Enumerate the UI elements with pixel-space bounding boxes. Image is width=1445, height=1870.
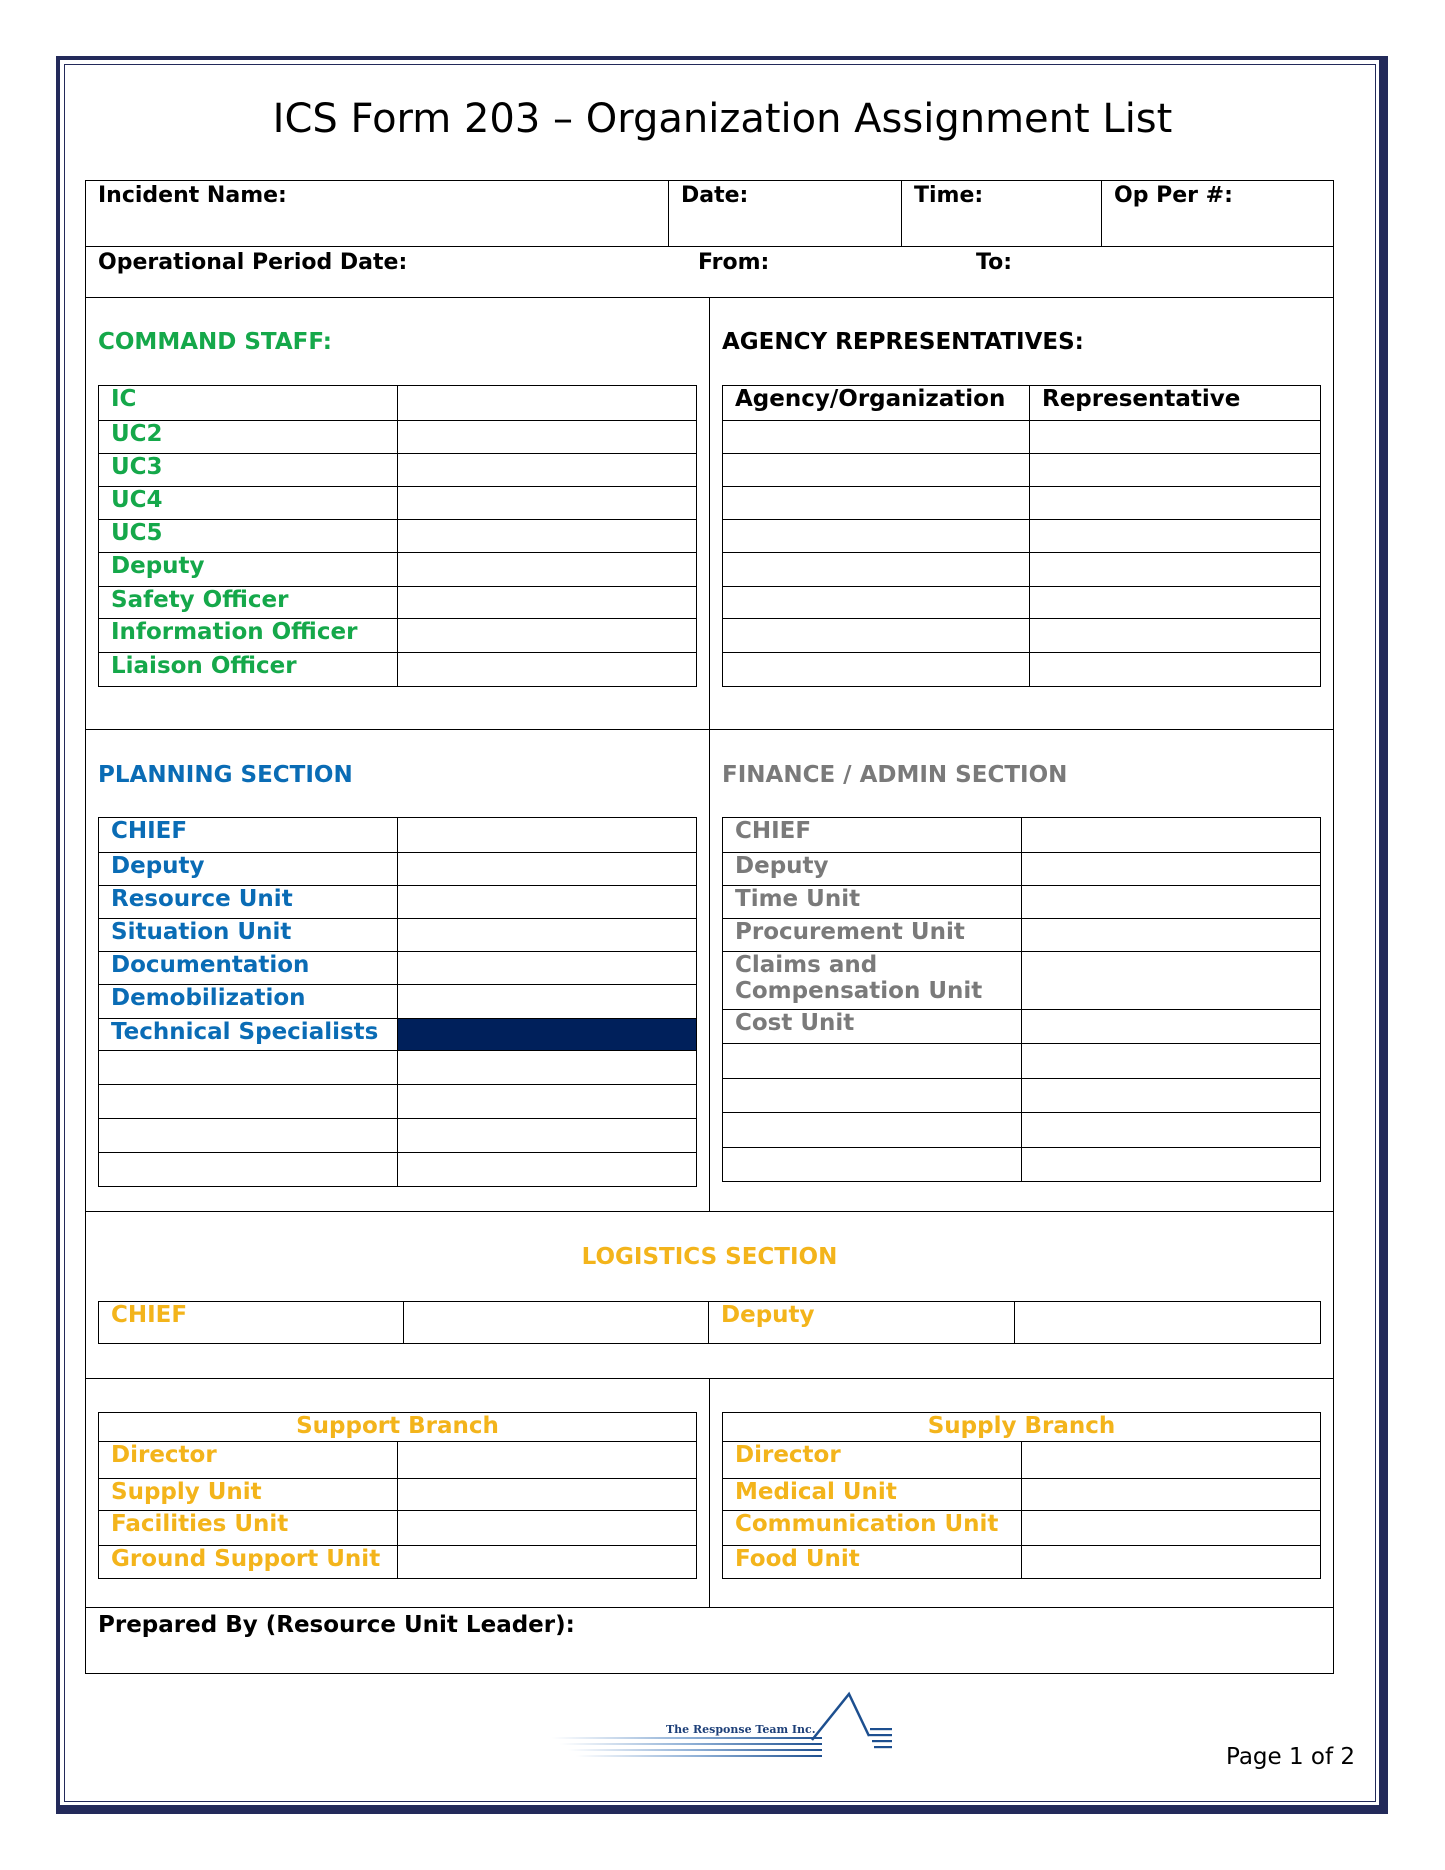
command-assignee-cell[interactable] xyxy=(398,619,697,653)
logistics-chief-label: CHIEF xyxy=(99,1302,404,1344)
representative-cell[interactable] xyxy=(1030,587,1321,619)
command-assignee-cell[interactable] xyxy=(398,553,697,587)
support-row-facilities: Facilities Unit xyxy=(99,1511,398,1546)
agency-reps-table xyxy=(722,385,1321,687)
representative-cell[interactable] xyxy=(1030,520,1321,553)
finance-assignee-cell[interactable] xyxy=(1022,1148,1321,1182)
support-assignee-cell[interactable] xyxy=(398,1479,697,1511)
command-row-safety: Safety Officer xyxy=(99,587,398,619)
supply-assignee-cell[interactable] xyxy=(1022,1442,1321,1479)
technical-specialists-shaded-cell xyxy=(398,1019,697,1051)
finance-heading: FINANCE / ADMIN SECTION xyxy=(722,762,1068,788)
support-assignee-cell[interactable] xyxy=(398,1546,697,1579)
command-staff-heading: COMMAND STAFF: xyxy=(98,329,332,355)
representative-cell[interactable] xyxy=(1030,487,1321,520)
finance-blank-cell[interactable] xyxy=(723,1044,1022,1079)
agency-cell[interactable] xyxy=(723,587,1030,619)
planning-table xyxy=(98,817,697,1187)
prepared-by-field[interactable]: Prepared By (Resource Unit Leader): xyxy=(98,1612,575,1638)
agency-reps-heading: AGENCY REPRESENTATIVES: xyxy=(722,329,1084,355)
command-staff-table xyxy=(98,385,697,687)
planning-assignee-cell[interactable] xyxy=(398,952,697,985)
support-row-director: Director xyxy=(99,1442,398,1479)
claims-line-1: Claims and xyxy=(735,952,878,978)
logistics-table xyxy=(98,1301,1321,1344)
command-assignee-cell[interactable] xyxy=(398,587,697,619)
supply-row-director: Director xyxy=(723,1442,1022,1479)
supply-branch-table xyxy=(722,1412,1321,1579)
divider xyxy=(1101,180,1102,246)
representative-cell[interactable] xyxy=(1030,421,1321,454)
logistics-deputy-cell[interactable] xyxy=(1015,1302,1321,1344)
divider xyxy=(85,246,1334,247)
finance-blank-cell[interactable] xyxy=(723,1079,1022,1113)
agency-cell[interactable] xyxy=(723,653,1030,687)
representative-cell[interactable] xyxy=(1030,454,1321,487)
supply-row-communication: Communication Unit xyxy=(723,1511,1022,1546)
representative-cell[interactable] xyxy=(1030,553,1321,587)
form-title: ICS Form 203 – Organization Assignment List xyxy=(272,96,1173,142)
logistics-chief-cell[interactable] xyxy=(404,1302,709,1344)
page-number: Page 1 of 2 xyxy=(1226,1744,1356,1770)
planning-row-resource: Resource Unit xyxy=(99,886,398,919)
finance-row-deputy: Deputy xyxy=(723,853,1022,886)
finance-assignee-cell[interactable] xyxy=(1022,1113,1321,1148)
command-row-information: Information Officer xyxy=(99,619,398,653)
finance-assignee-cell[interactable] xyxy=(1022,853,1321,886)
agency-cell[interactable] xyxy=(723,454,1030,487)
planning-assignee-cell[interactable] xyxy=(398,1051,697,1085)
planning-assignee-cell[interactable] xyxy=(398,985,697,1019)
supply-assignee-cell[interactable] xyxy=(1022,1479,1321,1511)
finance-row-claims xyxy=(723,952,1022,1010)
finance-row-cost: Cost Unit xyxy=(723,1010,1022,1044)
command-row-uc4: UC4 xyxy=(99,487,398,520)
divider xyxy=(709,1378,710,1607)
finance-blank-cell[interactable] xyxy=(723,1148,1022,1182)
agency-cell[interactable] xyxy=(723,553,1030,587)
planning-row-documentation: Documentation xyxy=(99,952,398,985)
command-row-deputy: Deputy xyxy=(99,553,398,587)
incident-name-field[interactable]: Incident Name: xyxy=(98,183,287,208)
finance-assignee-cell[interactable] xyxy=(1022,886,1321,919)
planning-assignee-cell[interactable] xyxy=(398,1153,697,1187)
planning-assignee-cell[interactable] xyxy=(398,853,697,886)
finance-assignee-cell[interactable] xyxy=(1022,952,1321,1010)
finance-blank-cell[interactable] xyxy=(723,1113,1022,1148)
finance-row-chief: CHIEF xyxy=(723,818,1022,853)
command-assignee-cell[interactable] xyxy=(398,520,697,553)
planning-blank-cell[interactable] xyxy=(99,1085,398,1119)
representative-cell[interactable] xyxy=(1030,653,1321,687)
finance-assignee-cell[interactable] xyxy=(1022,1010,1321,1044)
agency-cell[interactable] xyxy=(723,619,1030,653)
representative-cell[interactable] xyxy=(1030,619,1321,653)
command-assignee-cell[interactable] xyxy=(398,653,697,687)
support-branch-heading: Support Branch xyxy=(99,1413,697,1442)
date-field[interactable]: Date: xyxy=(681,183,749,208)
planning-row-chief: CHIEF xyxy=(99,818,398,853)
agency-cell[interactable] xyxy=(723,487,1030,520)
supply-row-medical: Medical Unit xyxy=(723,1479,1022,1511)
support-row-ground: Ground Support Unit xyxy=(99,1546,398,1579)
supply-row-food: Food Unit xyxy=(723,1546,1022,1579)
planning-blank-cell[interactable] xyxy=(99,1153,398,1187)
planning-assignee-cell[interactable] xyxy=(398,1085,697,1119)
logistics-deputy-label: Deputy xyxy=(709,1302,1015,1344)
finance-table xyxy=(722,817,1321,1182)
planning-row-technical: Technical Specialists xyxy=(99,1019,398,1051)
divider xyxy=(85,1607,1334,1608)
logistics-heading: LOGISTICS SECTION xyxy=(581,1244,838,1270)
command-assignee-cell[interactable] xyxy=(398,487,697,520)
company-logo xyxy=(552,1690,897,1760)
representative-column-header: Representative xyxy=(1030,386,1321,421)
command-row-uc3: UC3 xyxy=(99,454,398,487)
planning-blank-cell[interactable] xyxy=(99,1051,398,1085)
planning-row-situation: Situation Unit xyxy=(99,919,398,952)
command-assignee-cell[interactable] xyxy=(398,454,697,487)
support-row-supply: Supply Unit xyxy=(99,1479,398,1511)
planning-heading: PLANNING SECTION xyxy=(98,762,353,788)
planning-assignee-cell[interactable] xyxy=(398,818,697,853)
finance-assignee-cell[interactable] xyxy=(1022,1044,1321,1079)
divider xyxy=(668,180,669,246)
to-field[interactable]: To: xyxy=(976,250,1012,275)
supply-assignee-cell[interactable] xyxy=(1022,1546,1321,1579)
divider xyxy=(709,297,710,1211)
command-row-uc2: UC2 xyxy=(99,421,398,454)
finance-row-time: Time Unit xyxy=(723,886,1022,919)
planning-row-deputy: Deputy xyxy=(99,853,398,886)
divider xyxy=(85,729,1334,730)
command-row-liaison: Liaison Officer xyxy=(99,653,398,687)
planning-row-demobilization: Demobilization xyxy=(99,985,398,1019)
command-row-uc5: UC5 xyxy=(99,520,398,553)
supply-assignee-cell[interactable] xyxy=(1022,1511,1321,1546)
time-field[interactable]: Time: xyxy=(914,183,984,208)
planning-assignee-cell[interactable] xyxy=(398,1119,697,1153)
support-branch-table xyxy=(98,1412,697,1579)
support-assignee-cell[interactable] xyxy=(398,1442,697,1479)
finance-assignee-cell[interactable] xyxy=(1022,818,1321,853)
support-assignee-cell[interactable] xyxy=(398,1511,697,1546)
claims-line-2: Compensation Unit xyxy=(735,978,983,1004)
command-row-ic: IC xyxy=(99,386,398,421)
logo-text: The Response Team Inc. xyxy=(666,1723,816,1736)
finance-assignee-cell[interactable] xyxy=(1022,1079,1321,1113)
from-field[interactable]: From: xyxy=(698,250,770,275)
planning-assignee-cell[interactable] xyxy=(398,919,697,952)
finance-row-procurement: Procurement Unit xyxy=(723,919,1022,952)
command-assignee-cell[interactable] xyxy=(398,421,697,454)
divider xyxy=(85,1211,1334,1212)
agency-cell[interactable] xyxy=(723,520,1030,553)
agency-column-header: Agency/Organization xyxy=(723,386,1030,421)
command-assignee-cell[interactable] xyxy=(398,386,697,421)
planning-blank-cell[interactable] xyxy=(99,1119,398,1153)
divider xyxy=(901,180,902,246)
finance-assignee-cell[interactable] xyxy=(1022,919,1321,952)
agency-cell[interactable] xyxy=(723,421,1030,454)
op-per-field[interactable]: Op Per #: xyxy=(1114,183,1233,208)
op-period-date-field[interactable]: Operational Period Date: xyxy=(98,250,408,275)
supply-branch-heading: Supply Branch xyxy=(723,1413,1321,1442)
planning-assignee-cell[interactable] xyxy=(398,886,697,919)
